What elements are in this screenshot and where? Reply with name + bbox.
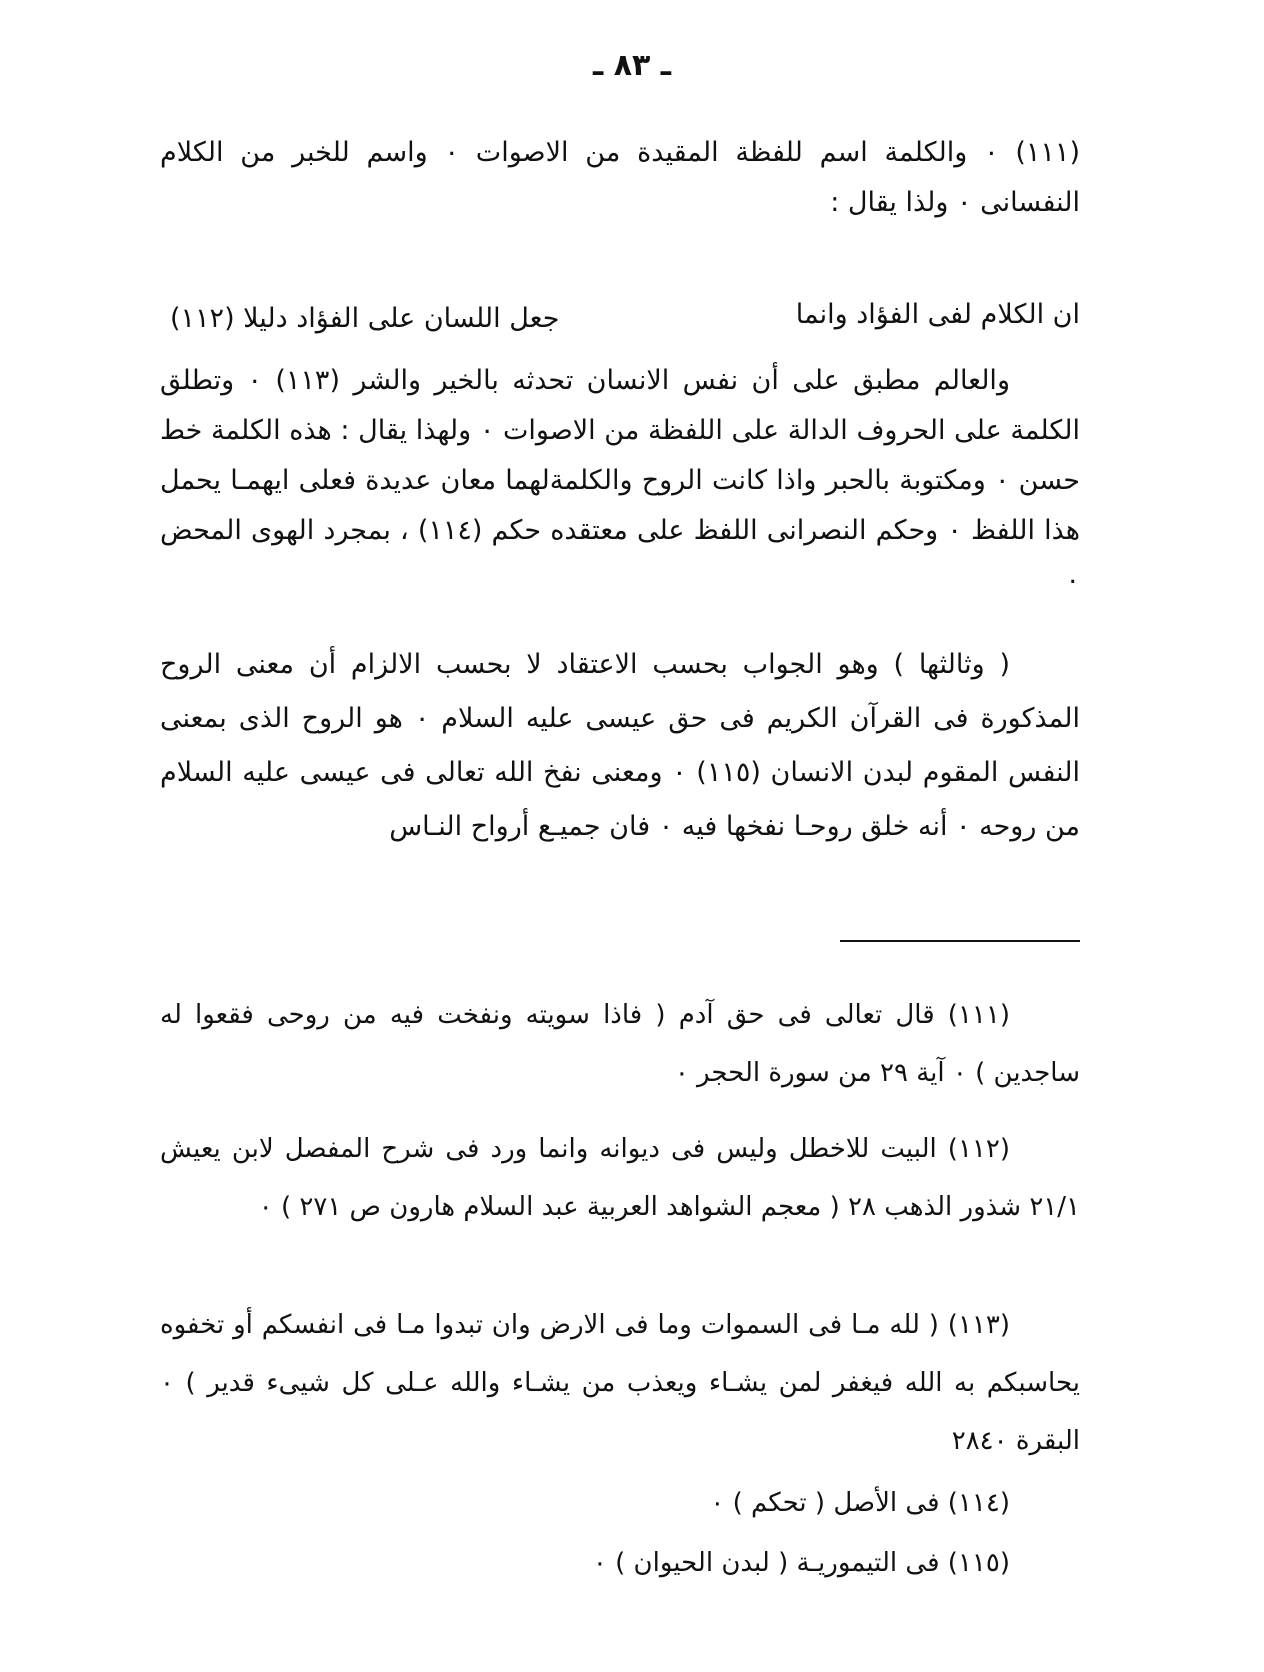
footnote-115: (١١٥) فى التيموريـة ( لبدن الحيوان ) ٠ (592, 1548, 1010, 1578)
page-number: ـ ٨٣ ـ (592, 48, 672, 83)
poetry-verse (160, 290, 1080, 340)
body-paragraph-1: (١١١) ٠ والكلمة اسم للفظة المقيدة من الاصوات ٠ واسم للخبر من الكلام النفسانى ٠ ولذا يقال : (160, 137, 1080, 218)
verse-first-hemistich: ان الكلام لفى الفؤاد وانما (795, 299, 1080, 330)
footnote-112: (١١٢) البيت للاخطل وليس فى ديوانه وانما ورد فى شرح المفصل لابن يعيش ٢١/١ شذور الذهب ٢٨ ( معجم الشواهد العربية عبد السلام هارون ص ٢٧١ ) ٠ (160, 1134, 1080, 1222)
footnote-separator (840, 940, 1080, 942)
verse-second-hemistich: جعل اللسان على الفؤاد دليلا (١١٢) (170, 303, 560, 334)
footnote-114: (١١٤) فى الأصل ( تحكم ) ٠ (710, 1488, 1010, 1518)
footnote-111: (١١١) قال تعالى فى حق آدم ( فاذا سويته ونفخت فيه من روحى فقعوا له ساجدين ) ٠ آية ٢٩ من سورة الحجر ٠ (160, 1000, 1080, 1088)
body-paragraph-3: ( وثالثها ) وهو الجواب بحسب الاعتقاد لا بحسب الالزام أن معنى الروح المذكورة فى القرآن الكريم فى حق عيسى عليه السلام ٠ هو الروح الذى بمعنى النفس المقوم لبدن الانسان (١١٥) ٠ ومعنى نفخ الله تعالى فى عيسى عليه السلام من روحه ٠ أنه خلق روحـا نفخها فيه ٠ فان جميـع أرواح النـاس (160, 649, 1080, 842)
body-paragraph-2: والعالم مطبق على أن نفس الانسان تحدثه بالخير والشر (١١٣) ٠ وتطلق الكلمة على الحروف الدالة على اللفظة من الاصوات ٠ ولهذا يقال : هذه الكلمة خط حسن ٠ ومكتوبة بالحبر واذا كانت الروح والكلمةلهما معان عديدة فعلى ايهمـا يحمل هذا اللفظ ٠ وحكم النصرانى اللفظ على معتقده حكم (١١٤) ، بمجرد الهوى المحض ٠ (160, 365, 1081, 596)
footnote-113: (١١٣) ( لله مـا فى السموات وما فى الارض وان تبدوا مـا فى انفسكم أو تخفوه يحاسبكم به الله فيغفر لمن يشـاء ويعذب من يشـاء والله عـلى كل شيىء قدير ) ٠ البقرة ٢٨٤٠ (160, 1310, 1080, 1456)
